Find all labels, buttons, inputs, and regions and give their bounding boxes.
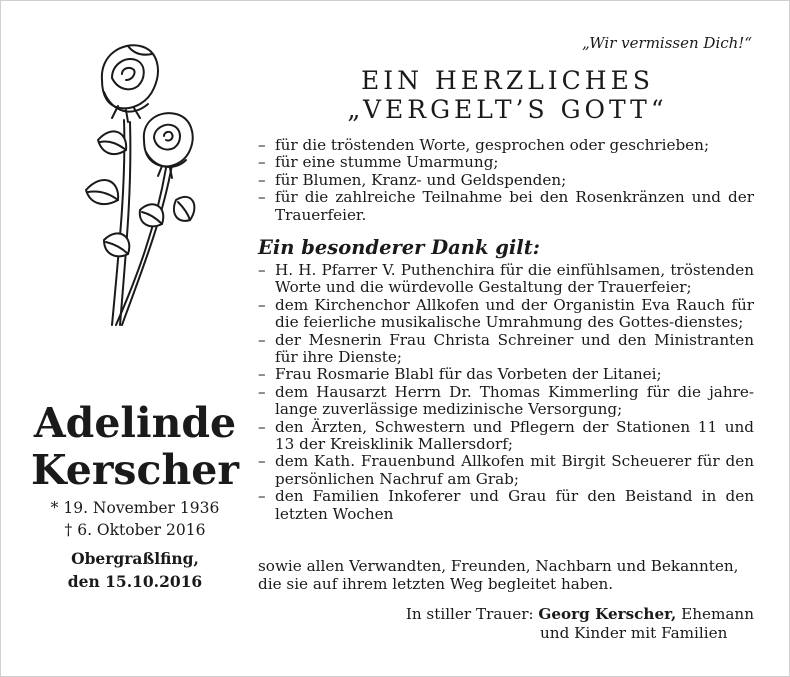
place-date-line: den 15.10.2016 [67,572,203,591]
mourners-family: und Kinder mit Familien [540,624,728,642]
heading-line-2: „VERGELT’S GOTT“ [347,95,668,124]
deceased-first-name: Adelinde [33,399,237,447]
mourners-line-1 [258,605,754,624]
closing-line-2: die sie auf ihrem letzten Weg begleitet haben. [258,575,614,593]
deceased-last-name: Kerscher [31,446,239,494]
list-item: – dem Hausarzt Herrn Dr. Thomas Kimmerling für die jahre-lange zuverlässige medizinische Versorgung; [258,384,754,419]
birth-date: * 19. November 1936 [50,499,220,517]
mourners-prefix: In stiller Trauer: [405,605,534,623]
list-item: – dem Kath. Frauenbund Allkofen mit Birgit Scheuerer für den persönlichen Nachruf am Grab; [258,453,754,488]
list-item: – dem Kirchenchor Allkofen und der Organistin Eva Rauch für die feierliche musikalische Umrahmung des Gottes-dienstes; [258,297,754,332]
closing-line-1: sowie allen Verwandten, Freunden, Nachbarn und Bekannten, [258,557,739,575]
motto: „Wir vermissen Dich!“ [582,34,752,52]
list-item: – für die tröstenden Worte, gesprochen oder geschrieben; [258,137,754,154]
place-line-1: Obergraßlfing, [71,549,199,568]
mourner-relation: Ehemann [681,605,754,623]
list-item: – den Familien Inkoferer und Grau für den Beistand in den letzten Wochen [258,488,754,523]
list-item: – der Mesnerin Frau Christa Schreiner und den Ministranten für ihre Dienste; [258,332,754,367]
special-thanks-heading: Ein besonderer Dank gilt: [258,236,540,259]
mourner-name: Georg Kerscher, [538,605,677,623]
death-date: † 6. Oktober 2016 [64,521,206,539]
special-thanks-list [258,262,754,523]
list-item: – für die zahlreiche Teilnahme bei den Rosenkränzen und der Trauerfeier. [258,189,754,224]
list-item: – für Blumen, Kranz- und Geldspenden; [258,172,754,189]
list-item: – H. H. Pfarrer V. Puthenchira für die einfühlsamen, tröstenden Worte und die würdevolle Gestaltung der Trauerfeier; [258,262,754,297]
closing-text [258,557,754,593]
list-item: – Frau Rosmarie Blabl für das Vorbeten der Litanei; [258,366,754,383]
heading-line-1: EIN HERZLICHES [361,66,654,95]
rose-icon [82,40,202,340]
thanks-list [258,137,754,224]
list-item: – für eine stumme Umarmung; [258,154,754,171]
list-item: – den Ärzten, Schwestern und Pflegern der Stationen 11 und 13 der Kreisklinik Mallersdorf; [258,419,754,454]
